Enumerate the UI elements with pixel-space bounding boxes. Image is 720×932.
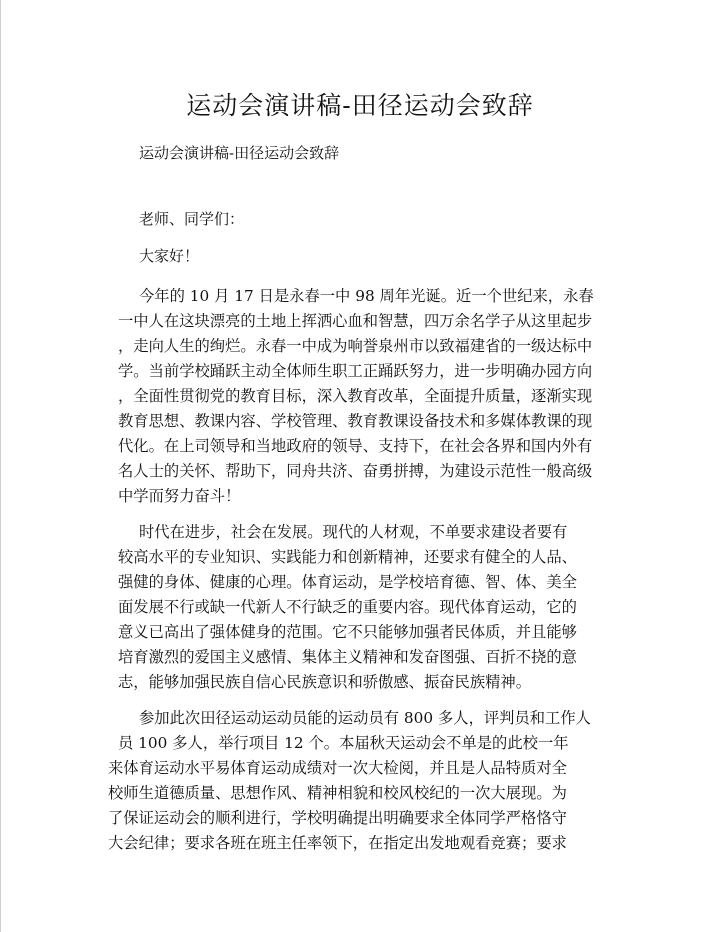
paragraph-line: 较高水平的专业知识、实践能力和创新精神，还要求有健全的人品、 <box>118 548 577 566</box>
paragraph-line: 志，能够加强民族自信心民族意识和骄傲感、振奋民族精神。 <box>118 673 532 691</box>
paragraph-line: 培育激烈的爱国主义感情、集体主义精神和发奋图强、百折不挠的意 <box>118 648 577 666</box>
paragraph-line: 今年的 10 月 17 日是永春一中 98 周年光诞。近一个世纪来，永春 <box>139 287 594 305</box>
paragraph-line: 时代在进步，社会在发展。现代的人材观，不单要求建设者要有 <box>139 523 568 541</box>
paragraph-line: 强健的身体、健康的心理。体育运动，是学校培育德、智、体、美全 <box>118 573 577 591</box>
paragraph-line: 面发展不行或缺一代新人不行缺乏的重要内容。现代体育运动，它的 <box>118 598 577 616</box>
paragraph-line: 参加此次田径运动运动员能的运动员有 800 多人，评判员和工作人 <box>139 709 591 727</box>
document-title: 运动会演讲稿-田径运动会致辞 <box>186 91 534 120</box>
paragraph-line: 代化。在上司领导和当地政府的领导、支持下，在社会各界和国内外有 <box>118 437 593 455</box>
greeting: 大家好！ <box>139 247 200 265</box>
paragraph-line: 中学而努力奋斗！ <box>118 487 241 505</box>
paragraph-line: ，走向人生的绚烂。永春一中成为响誉泉州市以致福建省的一级达标中 <box>118 337 593 355</box>
paragraph-line: 名人士的关怀、帮助下，同舟共济、奋勇拼搏，为建设示范性一般高级 <box>118 462 593 480</box>
salutation: 老师、同学们： <box>139 210 245 228</box>
paragraph-line: 员 100 多人，举行项目 12 个。本届秋天运动会不单是的此校一年 <box>118 734 569 752</box>
paragraph-line: 教育思想、教课内容、学校管理、教育教课设备技术和多媒体教课的现 <box>118 412 593 430</box>
document-subtitle: 运动会演讲稿-田径运动会致辞 <box>139 144 340 162</box>
paragraph-line: 大会纪律；要求各班在班主任率领下，在指定出发地观看竞赛；要求 <box>108 834 567 852</box>
paragraph-line: 了保证运动会的顺利进行，学校明确提出明确要求全体同学严格恪守 <box>108 809 567 827</box>
paragraph-line: 校师生道德质量、思想作风、精神相貌和校风校纪的一次大展现。为 <box>108 784 567 802</box>
paragraph-line: 意义已高出了强体健身的范围。它不只能够加强者民体质，并且能够 <box>118 623 577 641</box>
page-edge <box>0 0 1 932</box>
paragraph-line: ，全面性贯彻党的教育目标，深入教育改革，全面提升质量，逐渐实现 <box>118 387 593 405</box>
paragraph-line: 学。当前学校踊跃主动全体师生职工正踊跃努力，进一步明确办园方向 <box>118 362 593 380</box>
paragraph-line: 来体育运动水平易体育运动成绩对一次大检阅，并且是人品特质对全 <box>108 759 567 777</box>
paragraph-line: 一中人在这块漂亮的土地上挥洒心血和智慧，四万余名学子从这里起步 <box>118 312 593 330</box>
